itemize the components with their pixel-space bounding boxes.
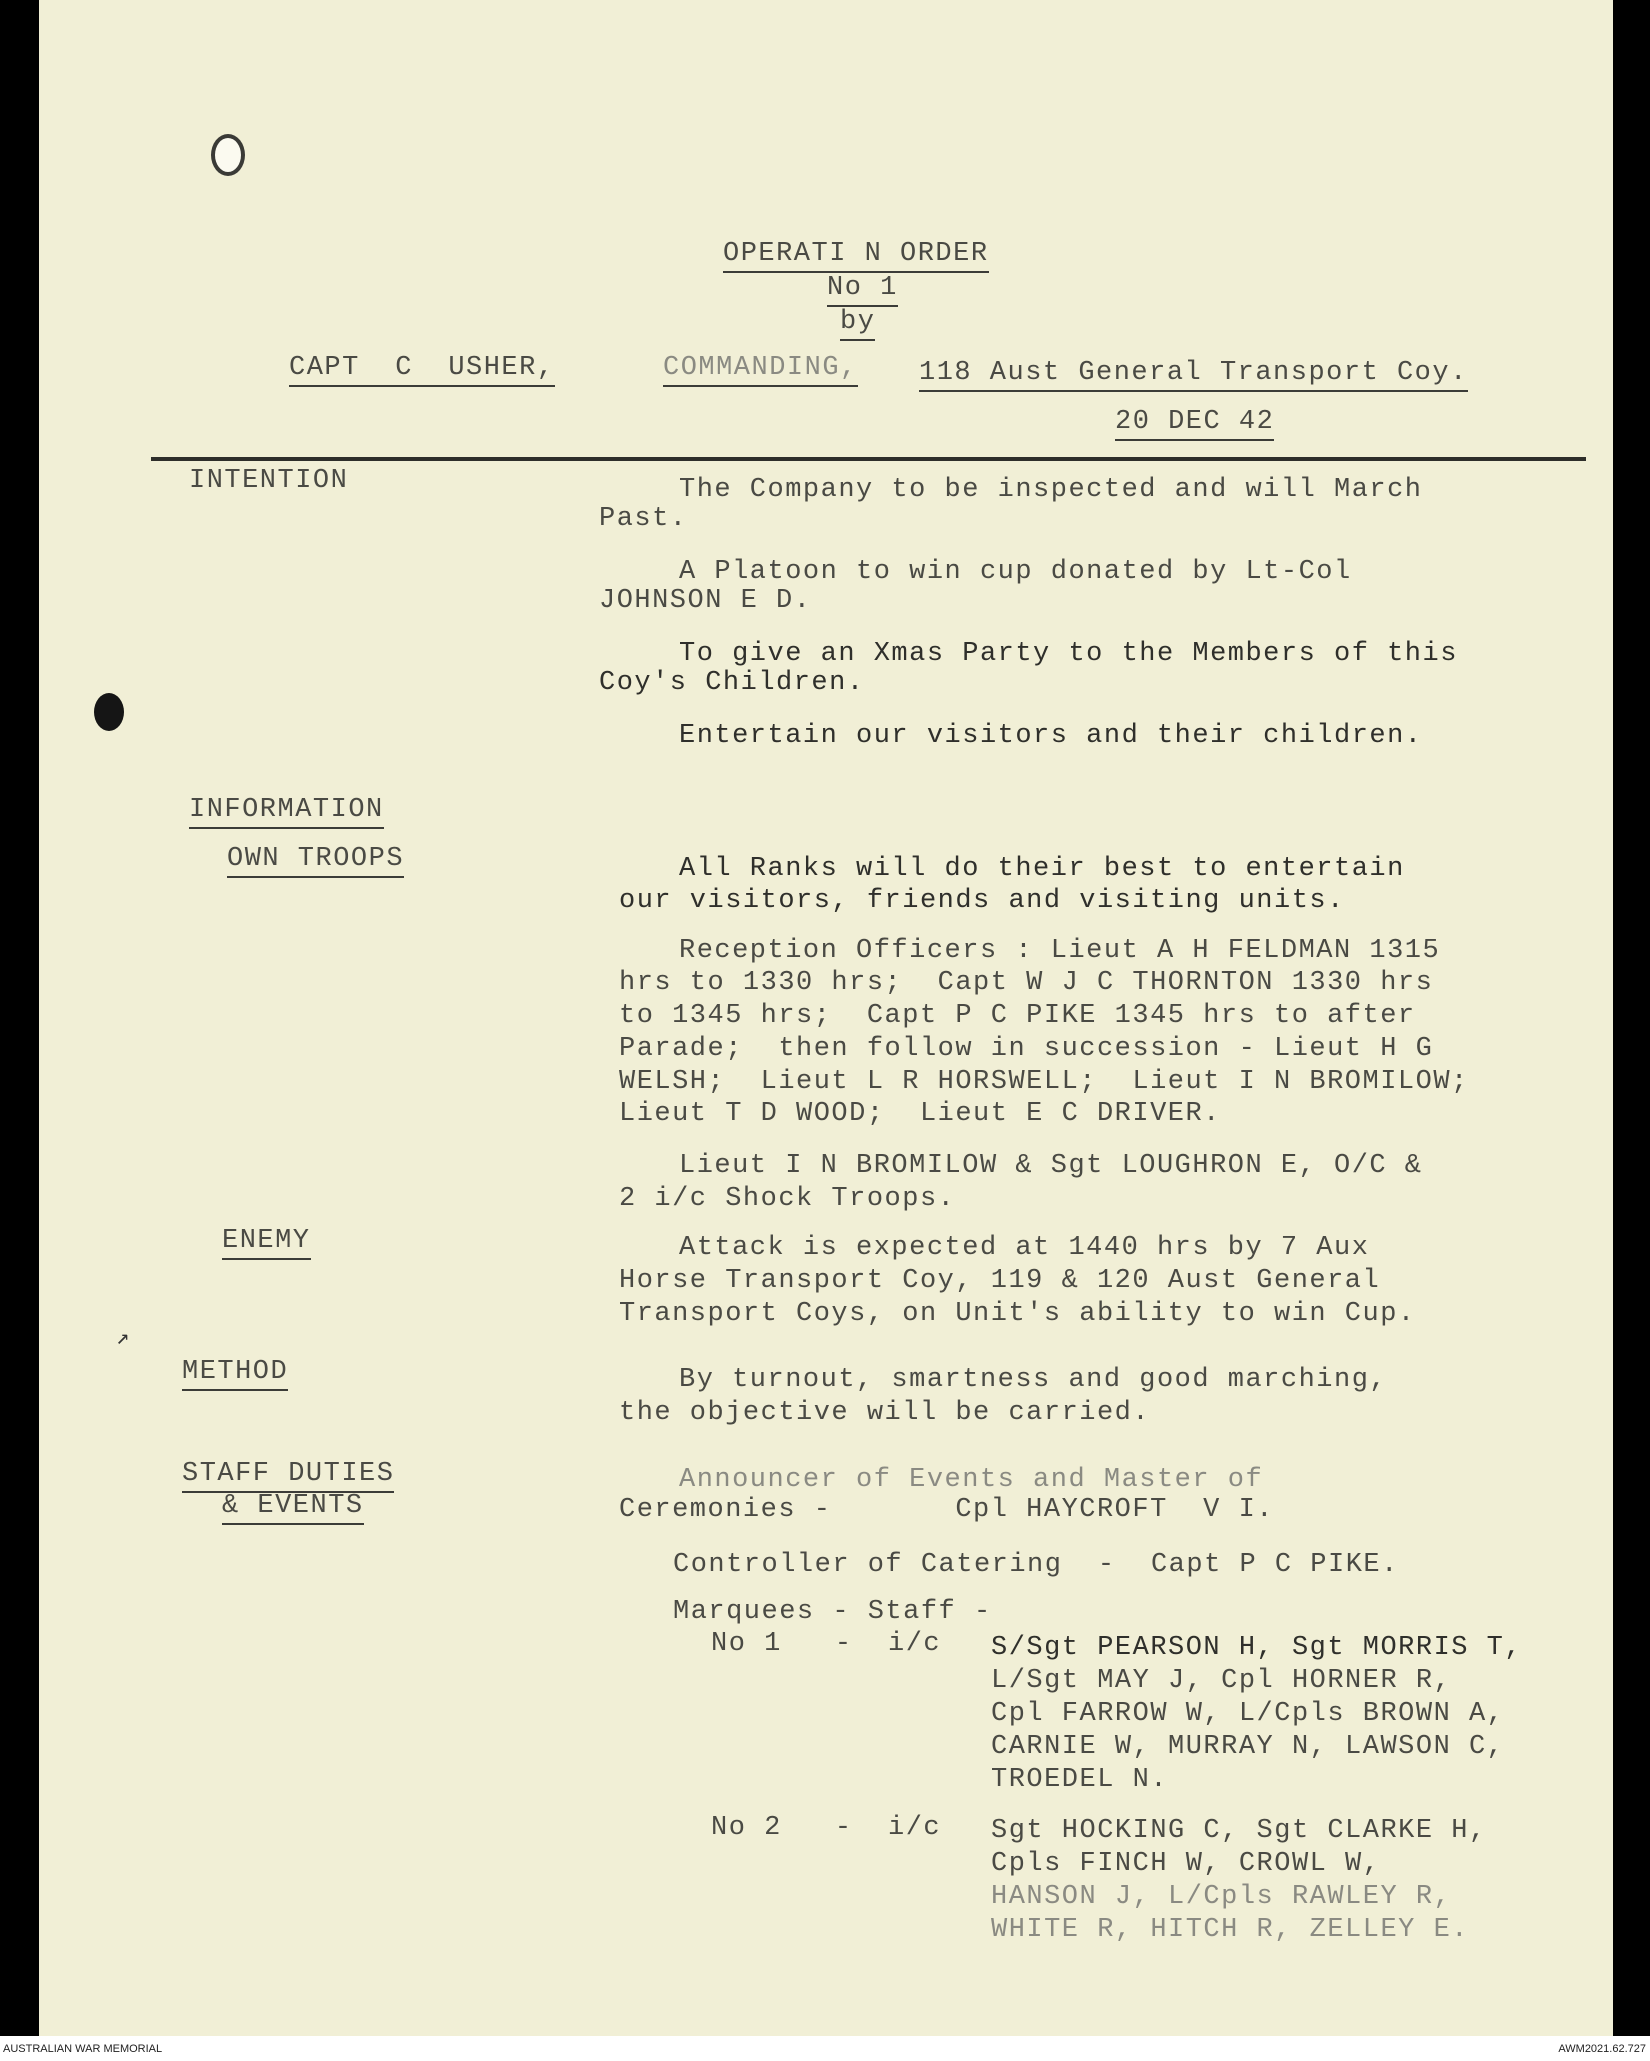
own-troops-line: All Ranks will do their best to entertain [679, 854, 1405, 884]
own-troops-line: our visitors, friends and visiting units. [619, 886, 1345, 916]
order-date: 20 DEC 42 [1115, 406, 1274, 441]
enemy-line: Transport Coys, on Unit's ability to win Cup. [619, 1299, 1416, 1329]
marquee-no1-line: L/Sgt MAY J, Cpl HORNER R, [991, 1666, 1452, 1696]
marquee-no2-line: Sgt HOCKING C, Sgt CLARKE H, [991, 1816, 1487, 1846]
heading-events: & EVENTS [222, 1490, 364, 1525]
enemy-line: Attack is expected at 1440 hrs by 7 Aux [679, 1233, 1370, 1263]
own-troops-line: Parade; then follow in succession - Lieut H G [619, 1034, 1434, 1064]
own-troops-line: WELSH; Lieut L R HORSWELL; Lieut I N BROMILOW; [619, 1067, 1469, 1097]
marquee-no1-line: TROEDEL N. [991, 1765, 1169, 1795]
own-troops-line: Reception Officers : Lieut A H FELDMAN 1315 [679, 936, 1441, 966]
paper-page [39, 0, 1613, 2036]
commanding-label: COMMANDING, [663, 352, 858, 387]
header-divider [151, 457, 1586, 461]
punch-hole-middle [94, 693, 124, 731]
method-line: By turnout, smartness and good marching, [679, 1365, 1388, 1395]
marquee-no2-label: No 2 - i/c [711, 1813, 942, 1843]
unit-name: 118 Aust General Transport Coy. [919, 357, 1468, 392]
intention-line: The Company to be inspected and will March [679, 475, 1423, 505]
heading-information: INFORMATION [189, 794, 384, 829]
punch-hole-top [215, 138, 241, 172]
own-troops-line: 2 i/c Shock Troops. [619, 1184, 956, 1214]
intention-line: To give an Xmas Party to the Members of this [679, 639, 1458, 669]
staff-line: Ceremonies - Cpl HAYCROFT V I. [619, 1495, 1274, 1525]
own-troops-line: Lieut I N BROMILOW & Sgt LOUGHRON E, O/C & [679, 1151, 1423, 1181]
enemy-line: Horse Transport Coy, 119 & 120 Aust General [619, 1266, 1381, 1296]
intention-line: Past. [599, 504, 688, 534]
marquee-no1-line: CARNIE W, MURRAY N, LAWSON C, [991, 1732, 1505, 1762]
archive-credit: AUSTRALIAN WAR MEMORIAL [3, 2043, 163, 2055]
own-troops-line: to 1345 hrs; Capt P C PIKE 1345 hrs to after [619, 1001, 1416, 1031]
intention-line: Entertain our visitors and their children. [679, 721, 1423, 751]
order-by: by [840, 306, 875, 341]
marquee-no1-line: S/Sgt PEARSON H, Sgt MORRIS T, [991, 1633, 1523, 1663]
tick-mark: ↗ [116, 1326, 130, 1351]
marquee-no2-line: WHITE R, HITCH R, ZELLEY E. [991, 1915, 1469, 1945]
staff-line: Announcer of Events and Master of [679, 1465, 1264, 1495]
heading-intention: INTENTION [189, 466, 349, 496]
method-line: the objective will be carried. [619, 1398, 1151, 1428]
order-number: No 1 [827, 272, 898, 307]
marquee-no2-line: Cpls FINCH W, CROWL W, [991, 1849, 1381, 1879]
heading-enemy: ENEMY [222, 1225, 311, 1260]
own-troops-line: Lieut T D WOOD; Lieut E C DRIVER. [619, 1099, 1221, 1129]
own-troops-line: hrs to 1330 hrs; Capt W J C THORNTON 1330 hrs [619, 968, 1434, 998]
heading-method: METHOD [182, 1356, 288, 1391]
marquee-no1-label: No 1 - i/c [711, 1629, 942, 1659]
heading-staff-duties: STAFF DUTIES [182, 1458, 394, 1493]
intention-line: A Platoon to win cup donated by Lt-Col [679, 557, 1352, 587]
officer-name: CAPT C USHER, [289, 352, 555, 387]
intention-line: JOHNSON E D. [599, 586, 812, 616]
staff-line: Marquees - Staff - [673, 1597, 992, 1627]
marquee-no1-line: Cpl FARROW W, L/Cpls BROWN A, [991, 1699, 1505, 1729]
heading-own-troops: OWN TROOPS [227, 843, 404, 878]
marquee-no2-line: HANSON J, L/Cpls RAWLEY R, [991, 1882, 1452, 1912]
intention-line: Coy's Children. [599, 668, 865, 698]
order-title: OPERATI N ORDER [723, 238, 989, 273]
staff-line: Controller of Catering - Capt P C PIKE. [673, 1550, 1399, 1580]
archive-reference: AWM2021.62.727 [1558, 2043, 1646, 2055]
archive-footer [0, 2040, 1650, 2061]
